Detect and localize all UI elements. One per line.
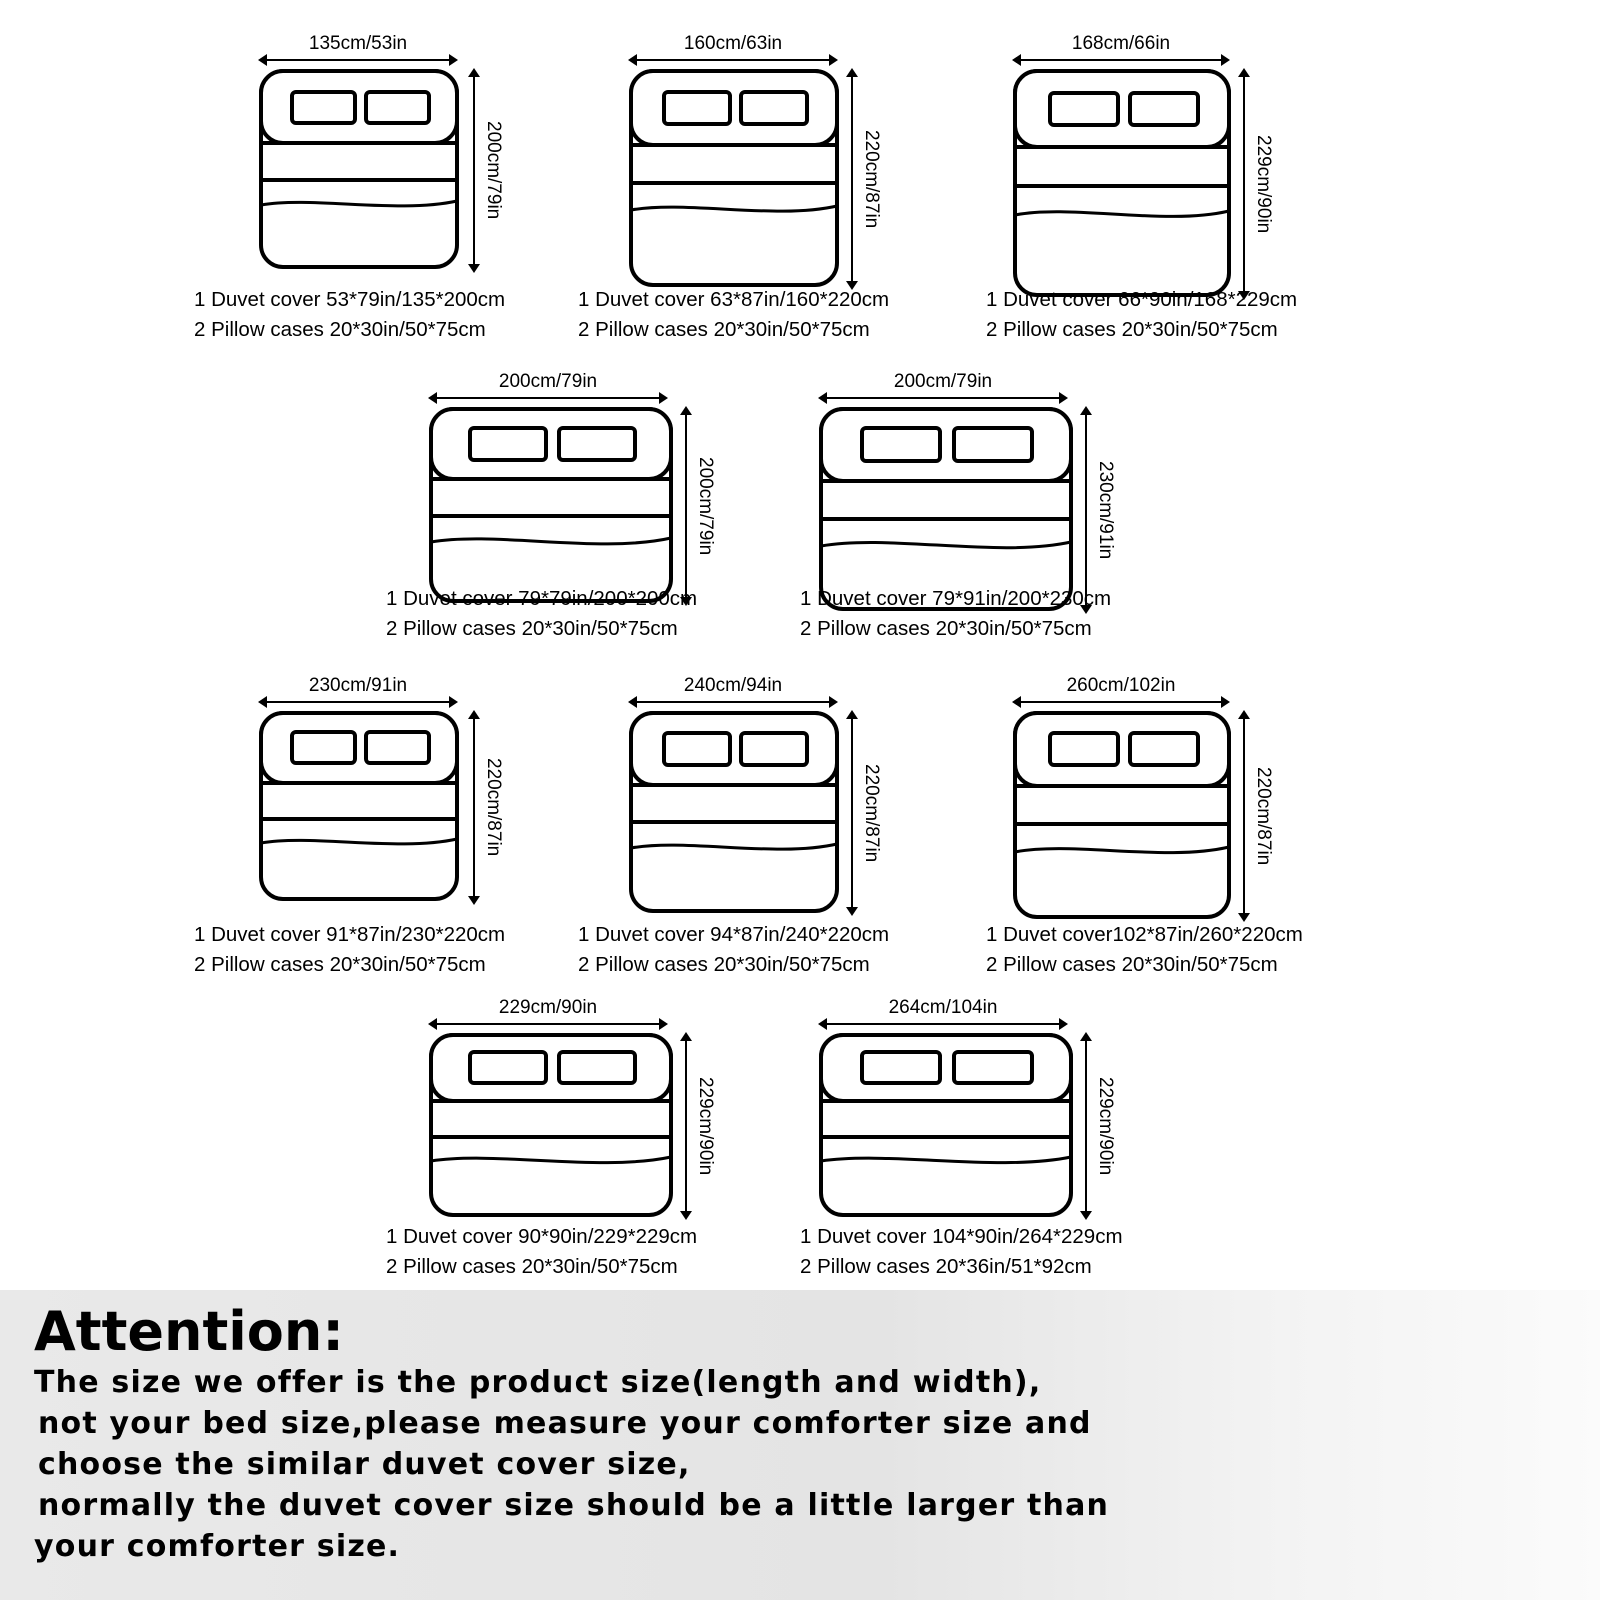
bed-6-height-dimension (468, 710, 504, 905)
bed-5-caption-line1: 1 Duvet cover 79*91in/200*230cm (800, 587, 1112, 610)
bed-6-height-label: 220cm/87in (483, 758, 504, 857)
bed-2-width-dimension (628, 22, 838, 66)
bed-6-caption-line1: 1 Duvet cover 91*87in/230*220cm (194, 923, 506, 946)
bed-10-height-label: 229cm/90in (1095, 1076, 1116, 1176)
bed-3-caption-line1: 1 Duvet cover 66*90in/168*229cm (986, 288, 1298, 311)
attention-line-4: normally the duvet cover size should be a little larger than (38, 1488, 1110, 1523)
bed-7-illustration (628, 710, 856, 916)
bed-8-height-dimension (1238, 710, 1274, 922)
bed-1-caption (194, 285, 505, 345)
bed-3-height-dimension (1238, 68, 1274, 300)
bed-9-caption-line2: 2 Pillow cases 20*30in/50*75cm (386, 1255, 678, 1278)
bed-4-caption (386, 584, 697, 644)
bed-7-height-label: 220cm/87in (861, 763, 882, 863)
bed-10-height-dimension (1080, 1032, 1116, 1220)
bed-5-width-dimension (818, 360, 1068, 404)
bed-2-caption-line1: 1 Duvet cover 63*87in/160*220cm (578, 288, 890, 311)
bed-2-height-label: 220cm/87in (861, 129, 882, 229)
bed-5-height-dimension (1080, 406, 1116, 614)
bed-9-caption (386, 1222, 697, 1282)
bed-10-caption (800, 1222, 1123, 1282)
bed-7-height-dimension (846, 710, 882, 916)
attention-title: Attention: (34, 1300, 344, 1363)
bed-5-caption (800, 584, 1111, 644)
bed-8-height-label: 220cm/87in (1253, 766, 1274, 866)
bed-4-illustration (428, 406, 684, 606)
attention-line-3: choose the similar duvet cover size, (38, 1447, 691, 1482)
bed-1-height-dimension (468, 68, 504, 273)
bed-5-width-label: 200cm/79in (893, 371, 993, 392)
bed-3-caption-line2: 2 Pillow cases 20*30in/50*75cm (986, 318, 1278, 341)
bed-3-caption (986, 285, 1297, 345)
bed-2-caption-line2: 2 Pillow cases 20*30in/50*75cm (578, 318, 870, 341)
bed-8-caption-line1: 1 Duvet cover102*87in/260*220cm (986, 923, 1303, 946)
bed-9-illustration (428, 1032, 684, 1220)
bed-2-height-dimension (846, 68, 882, 290)
bed-2-width-label: 160cm/63in (683, 33, 783, 54)
bed-9-height-label: 229cm/90in (695, 1076, 716, 1176)
bed-3-width-dimension (1012, 22, 1230, 66)
attention-line-1: The size we offer is the product size(length and width), (34, 1365, 1042, 1400)
bed-9-width-label: 229cm/90in (498, 997, 598, 1018)
bed-9-height-dimension (680, 1032, 716, 1220)
bed-4-caption-line2: 2 Pillow cases 20*30in/50*75cm (386, 617, 678, 640)
attention-line-2: not your bed size,please measure your comforter size and (38, 1406, 1092, 1441)
bed-10-width-label: 264cm/104in (888, 997, 998, 1018)
bed-4-height-dimension (680, 406, 716, 606)
bed-4-width-dimension (428, 360, 668, 404)
bed-6-illustration (258, 710, 478, 905)
bed-3-height-label: 229cm/90in (1253, 134, 1274, 234)
attention-panel (0, 1290, 1600, 1600)
bed-8-illustration (1012, 710, 1250, 922)
bed-7-caption-line1: 1 Duvet cover 94*87in/240*220cm (578, 923, 890, 946)
bed-2-illustration (628, 68, 856, 290)
bed-10-illustration (818, 1032, 1086, 1220)
bed-7-caption-line2: 2 Pillow cases 20*30in/50*75cm (578, 953, 870, 976)
attention-line-5: your comforter size. (34, 1529, 401, 1564)
bed-8-width-label: 260cm/102in (1066, 675, 1176, 696)
bed-6-width-label: 230cm/91in (308, 675, 408, 696)
bed-10-caption-line1: 1 Duvet cover 104*90in/264*229cm (800, 1225, 1123, 1248)
bed-4-width-label: 200cm/79in (498, 371, 598, 392)
bed-1-height-label: 200cm/79in (483, 121, 504, 220)
bed-10-width-dimension (818, 986, 1068, 1030)
bed-10-caption-line2: 2 Pillow cases 20*36in/51*92cm (800, 1255, 1092, 1278)
bed-1-caption-line1: 1 Duvet cover 53*79in/135*200cm (194, 288, 506, 311)
bed-8-width-dimension (1012, 664, 1230, 708)
bed-9-width-dimension (428, 986, 668, 1030)
bed-1-width-dimension (258, 22, 458, 66)
bed-4-height-label: 200cm/79in (695, 456, 716, 556)
bed-8-caption-line2: 2 Pillow cases 20*30in/50*75cm (986, 953, 1278, 976)
bed-5-illustration (818, 406, 1086, 614)
bed-3-illustration (1012, 68, 1250, 300)
bed-6-caption (194, 920, 505, 980)
bed-1-caption-line2: 2 Pillow cases 20*30in/50*75cm (194, 318, 486, 341)
bed-8-caption (986, 920, 1303, 980)
bed-1-illustration (258, 68, 478, 273)
bed-4-caption-line1: 1 Duvet cover 79*79in/200*200cm (386, 587, 698, 610)
bed-5-caption-line2: 2 Pillow cases 20*30in/50*75cm (800, 617, 1092, 640)
bed-7-caption (578, 920, 889, 980)
bed-7-width-label: 240cm/94in (683, 675, 783, 696)
bed-2-caption (578, 285, 889, 345)
bed-9-caption-line1: 1 Duvet cover 90*90in/229*229cm (386, 1225, 698, 1248)
bed-1-width-label: 135cm/53in (308, 33, 408, 54)
bed-5-height-label: 230cm/91in (1095, 460, 1116, 560)
bed-6-width-dimension (258, 664, 458, 708)
bed-3-width-label: 168cm/66in (1071, 33, 1171, 54)
bed-6-caption-line2: 2 Pillow cases 20*30in/50*75cm (194, 953, 486, 976)
bed-7-width-dimension (628, 664, 838, 708)
